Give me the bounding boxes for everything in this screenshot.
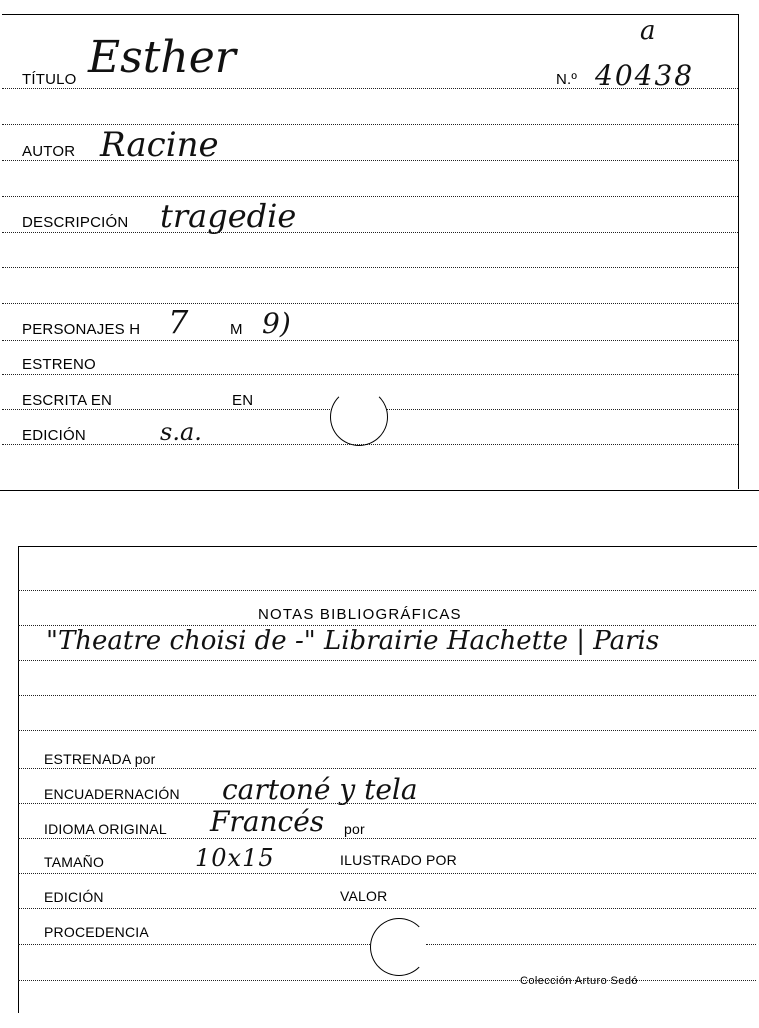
notas-label: NOTAS BIBLIOGRÁFICAS	[258, 606, 462, 623]
rule-line	[426, 944, 756, 945]
valor-label: VALOR	[340, 888, 388, 904]
corner-mark: a	[640, 16, 656, 46]
notas-value: "Theatre choisi de -" Librairie Hachette | Paris	[46, 626, 660, 656]
rule-line	[18, 838, 756, 839]
personajes-m-label: M	[230, 321, 243, 338]
rule-line	[2, 267, 738, 268]
rule-line	[18, 908, 756, 909]
rule-line	[18, 695, 756, 696]
idioma-value: Francés	[210, 805, 325, 838]
titulo-label: TÍTULO	[22, 71, 77, 88]
edicion-back-label: EDICIÓN	[44, 889, 104, 905]
rule-line	[18, 730, 756, 731]
rule-line	[2, 196, 738, 197]
por-label: por	[344, 821, 365, 837]
estrenada-label: ESTRENADA por	[44, 751, 156, 767]
rule-line	[18, 980, 756, 981]
rod-hole-notch	[370, 918, 428, 976]
personajes-h-value: 7	[168, 303, 189, 341]
autor-label: AUTOR	[22, 143, 76, 160]
descripcion-label: DESCRIPCIÓN	[22, 214, 129, 231]
ilustrado-label: ILUSTRADO POR	[340, 852, 457, 868]
rule-line	[18, 944, 370, 945]
encuadernacion-label: ENCUADERNACIÓN	[44, 786, 180, 802]
rule-line	[2, 303, 738, 304]
edicion-value: s.a.	[160, 418, 202, 446]
numero-value: 40438	[595, 59, 695, 92]
encuadernacion-value: cartoné y tela	[222, 773, 418, 806]
en-label: EN	[232, 392, 254, 409]
idioma-label: IDIOMA ORIGINAL	[44, 821, 167, 837]
coleccion-label: Colección Arturo Sedó	[520, 975, 638, 987]
numero-label: N.º	[556, 71, 578, 88]
rule-line	[2, 444, 738, 445]
personajes-label: PERSONAJES H	[22, 321, 141, 338]
rule-line	[18, 660, 756, 661]
autor-value: Racine	[100, 125, 219, 165]
estreno-label: ESTRENO	[22, 356, 96, 373]
tamano-value: 10x15	[195, 844, 275, 872]
rule-line	[2, 340, 738, 341]
personajes-m-value: 9)	[262, 307, 291, 340]
procedencia-label: PROCEDENCIA	[44, 924, 149, 940]
rule-line	[2, 374, 738, 375]
rule-line	[18, 873, 756, 874]
rule-line	[2, 232, 738, 233]
titulo-value: Esther	[88, 32, 236, 83]
rule-line	[18, 590, 756, 591]
descripcion-value: tragedie	[160, 197, 297, 235]
rod-hole-notch	[330, 388, 388, 446]
tamano-label: TAMAÑO	[44, 854, 105, 870]
rule-line	[386, 409, 738, 410]
edicion-label: EDICIÓN	[22, 427, 86, 444]
card-bottom-edge	[0, 490, 759, 491]
rule-line	[2, 409, 332, 410]
escrita-en-label: ESCRITA EN	[22, 392, 113, 409]
rule-line	[18, 768, 756, 769]
